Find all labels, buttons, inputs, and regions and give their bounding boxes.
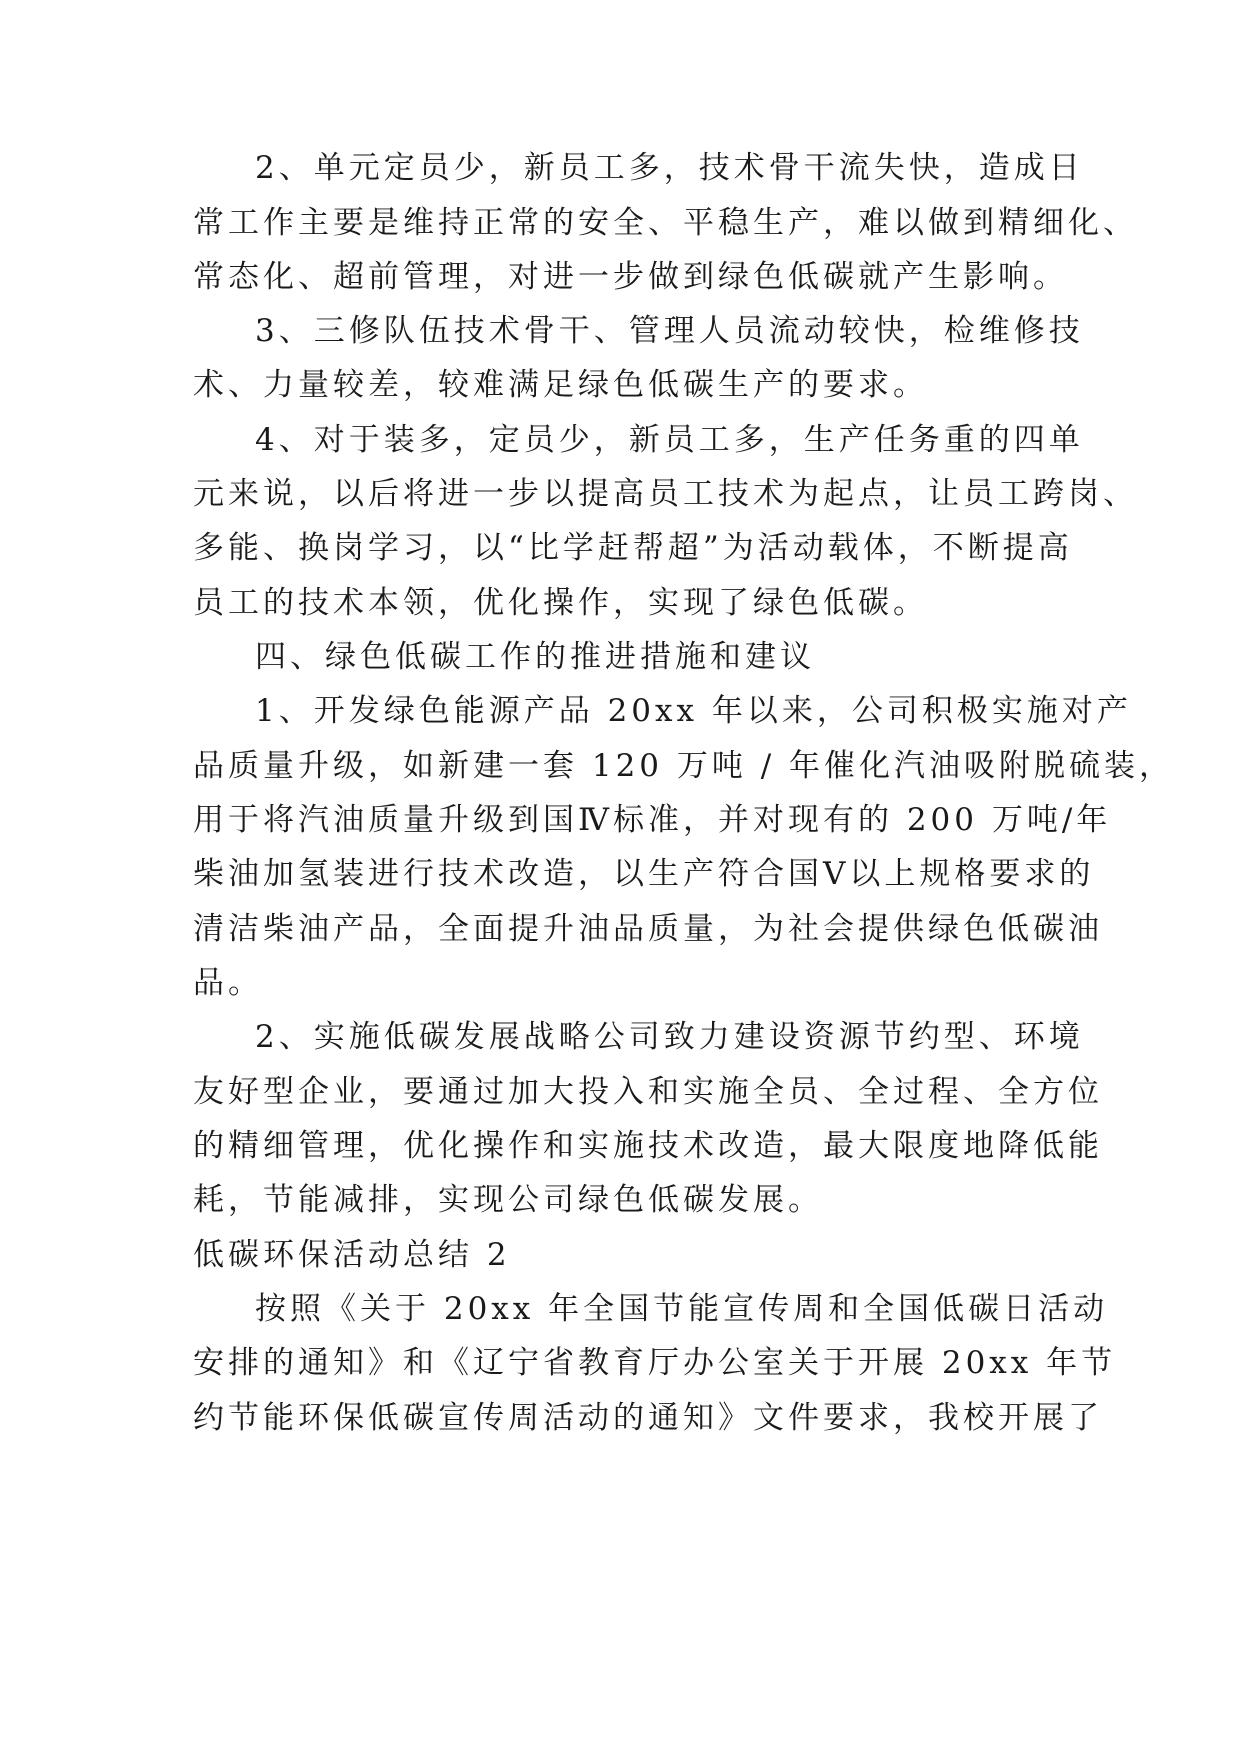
paragraph-line: 术、力量较差，较难满足绿色低碳生产的要求。 bbox=[193, 367, 928, 403]
paragraph-line: 1、开发绿色能源产品 20xx 年以来，公司积极实施对产 bbox=[255, 693, 1132, 729]
paragraph-line: 4、对于装多，定员少，新员工多，生产任务重的四单 bbox=[255, 422, 1084, 458]
paragraph-line: 2、单元定员少，新员工多，技术骨干流失快，造成日 bbox=[255, 150, 1084, 186]
paragraph-line: 品质量升级，如新建一套 120 万吨 / 年催化汽油吸附脱硫装， bbox=[193, 748, 1175, 784]
paragraph-line: 柴油加氢装进行技术改造，以生产符合国Ⅴ以上规格要求的 bbox=[193, 856, 1095, 892]
paragraph-line: 常工作主要是维持正常的安全、平稳生产，难以做到精细化、 bbox=[193, 205, 1138, 241]
paragraph-line: 友好型企业，要通过加大投入和实施全员、全过程、全方位 bbox=[193, 1074, 1103, 1110]
paragraph-line: 员工的技术本领，优化操作，实现了绿色低碳。 bbox=[193, 585, 928, 621]
document-subtitle: 低碳环保活动总结 2 bbox=[193, 1237, 511, 1273]
paragraph-line: 品。 bbox=[193, 965, 263, 1001]
paragraph-line: 多能、换岗学习，以“比学赶帮超”为活动载体，不断提高 bbox=[193, 530, 1073, 566]
paragraph-line: 用于将汽油质量升级到国Ⅳ标准，并对现有的 200 万吨/年 bbox=[193, 802, 1112, 838]
paragraph-line: 安排的通知》和《辽宁省教育厅办公室关于开展 20xx 年节 bbox=[193, 1345, 1117, 1381]
paragraph-line: 清洁柴油产品，全面提升油品质量，为社会提供绿色低碳油 bbox=[193, 911, 1103, 947]
paragraph-line: 耗，节能减排，实现公司绿色低碳发展。 bbox=[193, 1182, 823, 1218]
paragraph-line: 3、三修队伍技术骨干、管理人员流动较快，检维修技 bbox=[255, 313, 1084, 349]
paragraph-line: 约节能环保低碳宣传周活动的通知》文件要求，我校开展了 bbox=[193, 1400, 1103, 1436]
paragraph-line: 常态化、超前管理，对进一步做到绿色低碳就产生影响。 bbox=[193, 259, 1068, 295]
paragraph-line: 的精细管理，优化操作和实施技术改造，最大限度地降低能 bbox=[193, 1128, 1103, 1164]
paragraph-line: 按照《关于 20xx 年全国节能宣传周和全国低碳日活动 bbox=[255, 1291, 1109, 1327]
paragraph-line: 元来说，以后将进一步以提高员工技术为起点，让员工跨岗、 bbox=[193, 476, 1138, 512]
paragraph-line: 2、实施低碳发展战略公司致力建设资源节约型、环境 bbox=[255, 1019, 1084, 1055]
section-heading: 四、绿色低碳工作的推进措施和建议 bbox=[255, 639, 815, 675]
